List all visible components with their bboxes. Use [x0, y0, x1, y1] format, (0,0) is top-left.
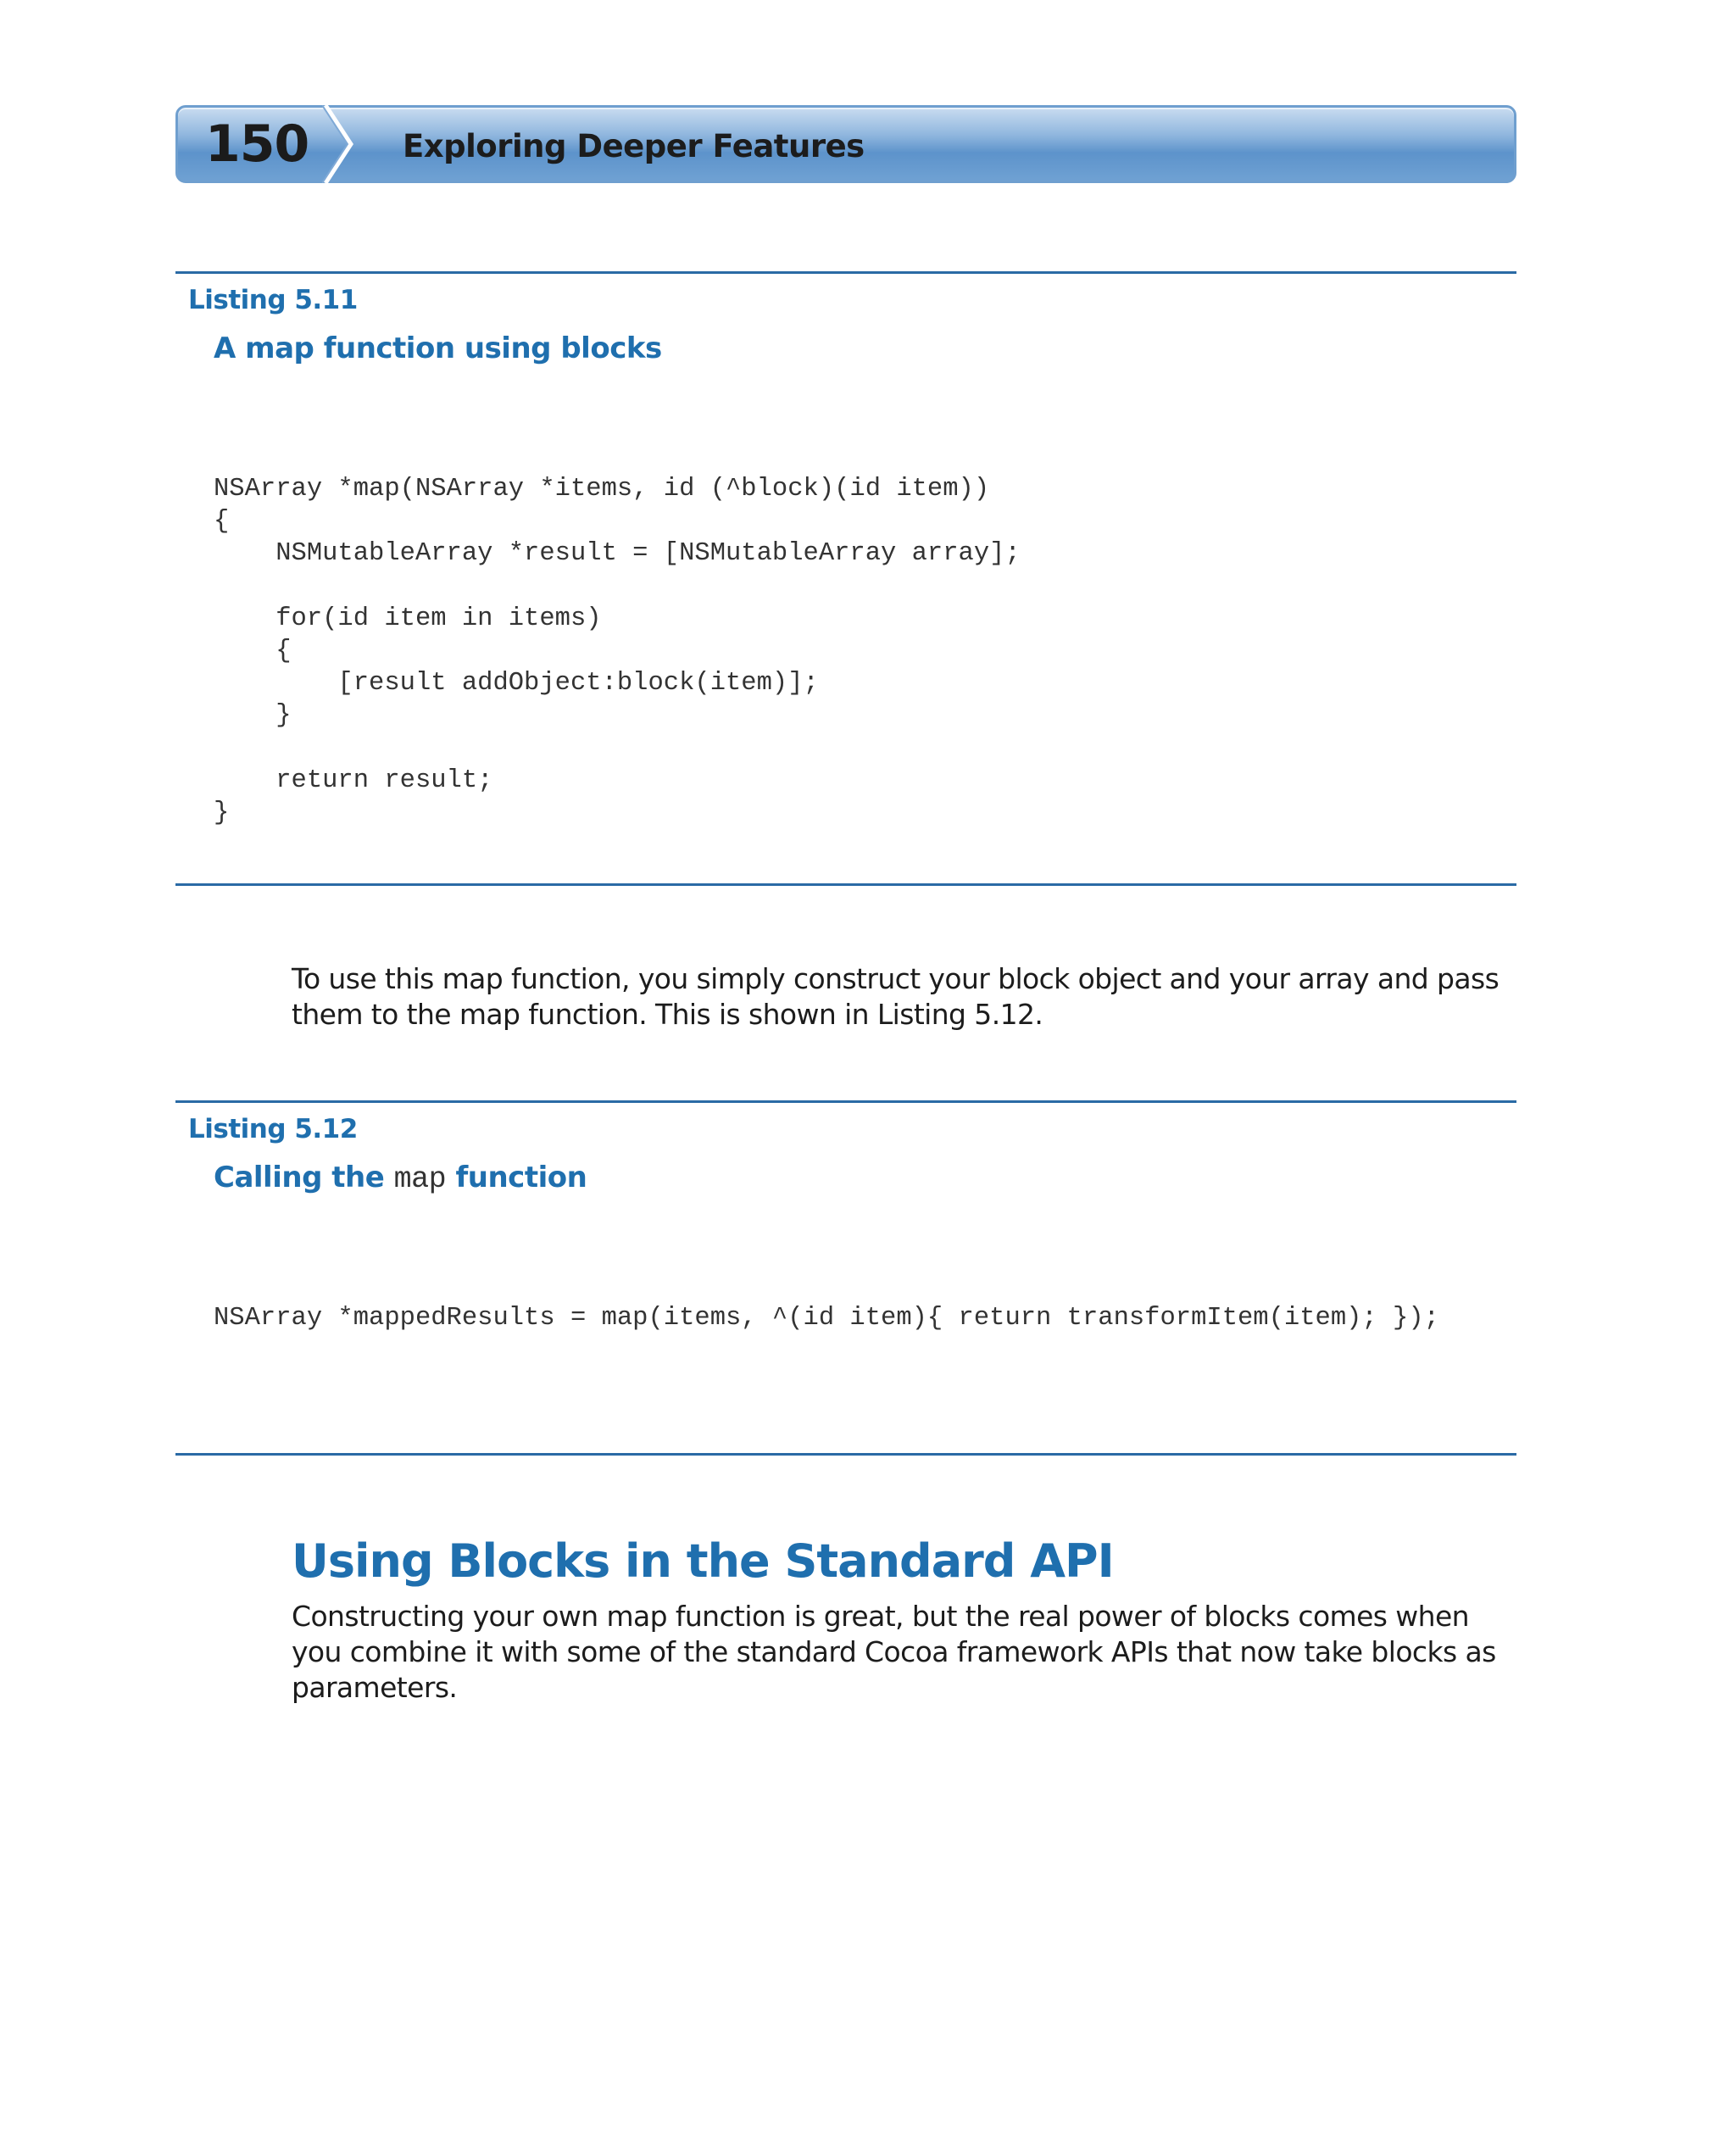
listing-caption: A map function using blocks [214, 331, 662, 365]
listing-bottom-rule [175, 883, 1516, 886]
listing-label: Listing 5.11 [188, 285, 358, 315]
code-block: NSArray *mappedResults = map(items, ^(id item){ return transformItem(item); }); [214, 1304, 1439, 1333]
caption-inline-code: map [393, 1162, 447, 1196]
section-paragraph: Constructing your own map function is great, but the real power of blocks comes when you combine it with some of the standard Cocoa framework APIs that now take blocks as parameters. [292, 1600, 1496, 1704]
body-paragraph: To use this map function, you simply construct your block object and your array and pass them to the map function. This is shown in Listing 5.12. [292, 962, 1500, 1031]
caption-prefix: Calling the [214, 1161, 385, 1194]
section-heading: Using Blocks in the Standard API [292, 1534, 1114, 1588]
chevron-divider-icon [322, 105, 356, 183]
listing-caption [214, 1161, 587, 1196]
caption-suffix: function [455, 1161, 587, 1194]
listing-label: Listing 5.12 [188, 1114, 358, 1144]
code-block: NSArray *map(NSArray *items, id (^block)(id item)) { NSMutableArray *result = [NSMutableArray array]; for(id item in items) { [result addObject:block(item)]; } return result; } [214, 475, 1021, 828]
listing-top-rule [175, 271, 1516, 274]
listing-bottom-rule [175, 1453, 1516, 1456]
running-header-banner [175, 105, 1516, 183]
chapter-title: Exploring Deeper Features [403, 128, 865, 164]
listing-top-rule [175, 1100, 1516, 1103]
page-number: 150 [205, 114, 309, 174]
